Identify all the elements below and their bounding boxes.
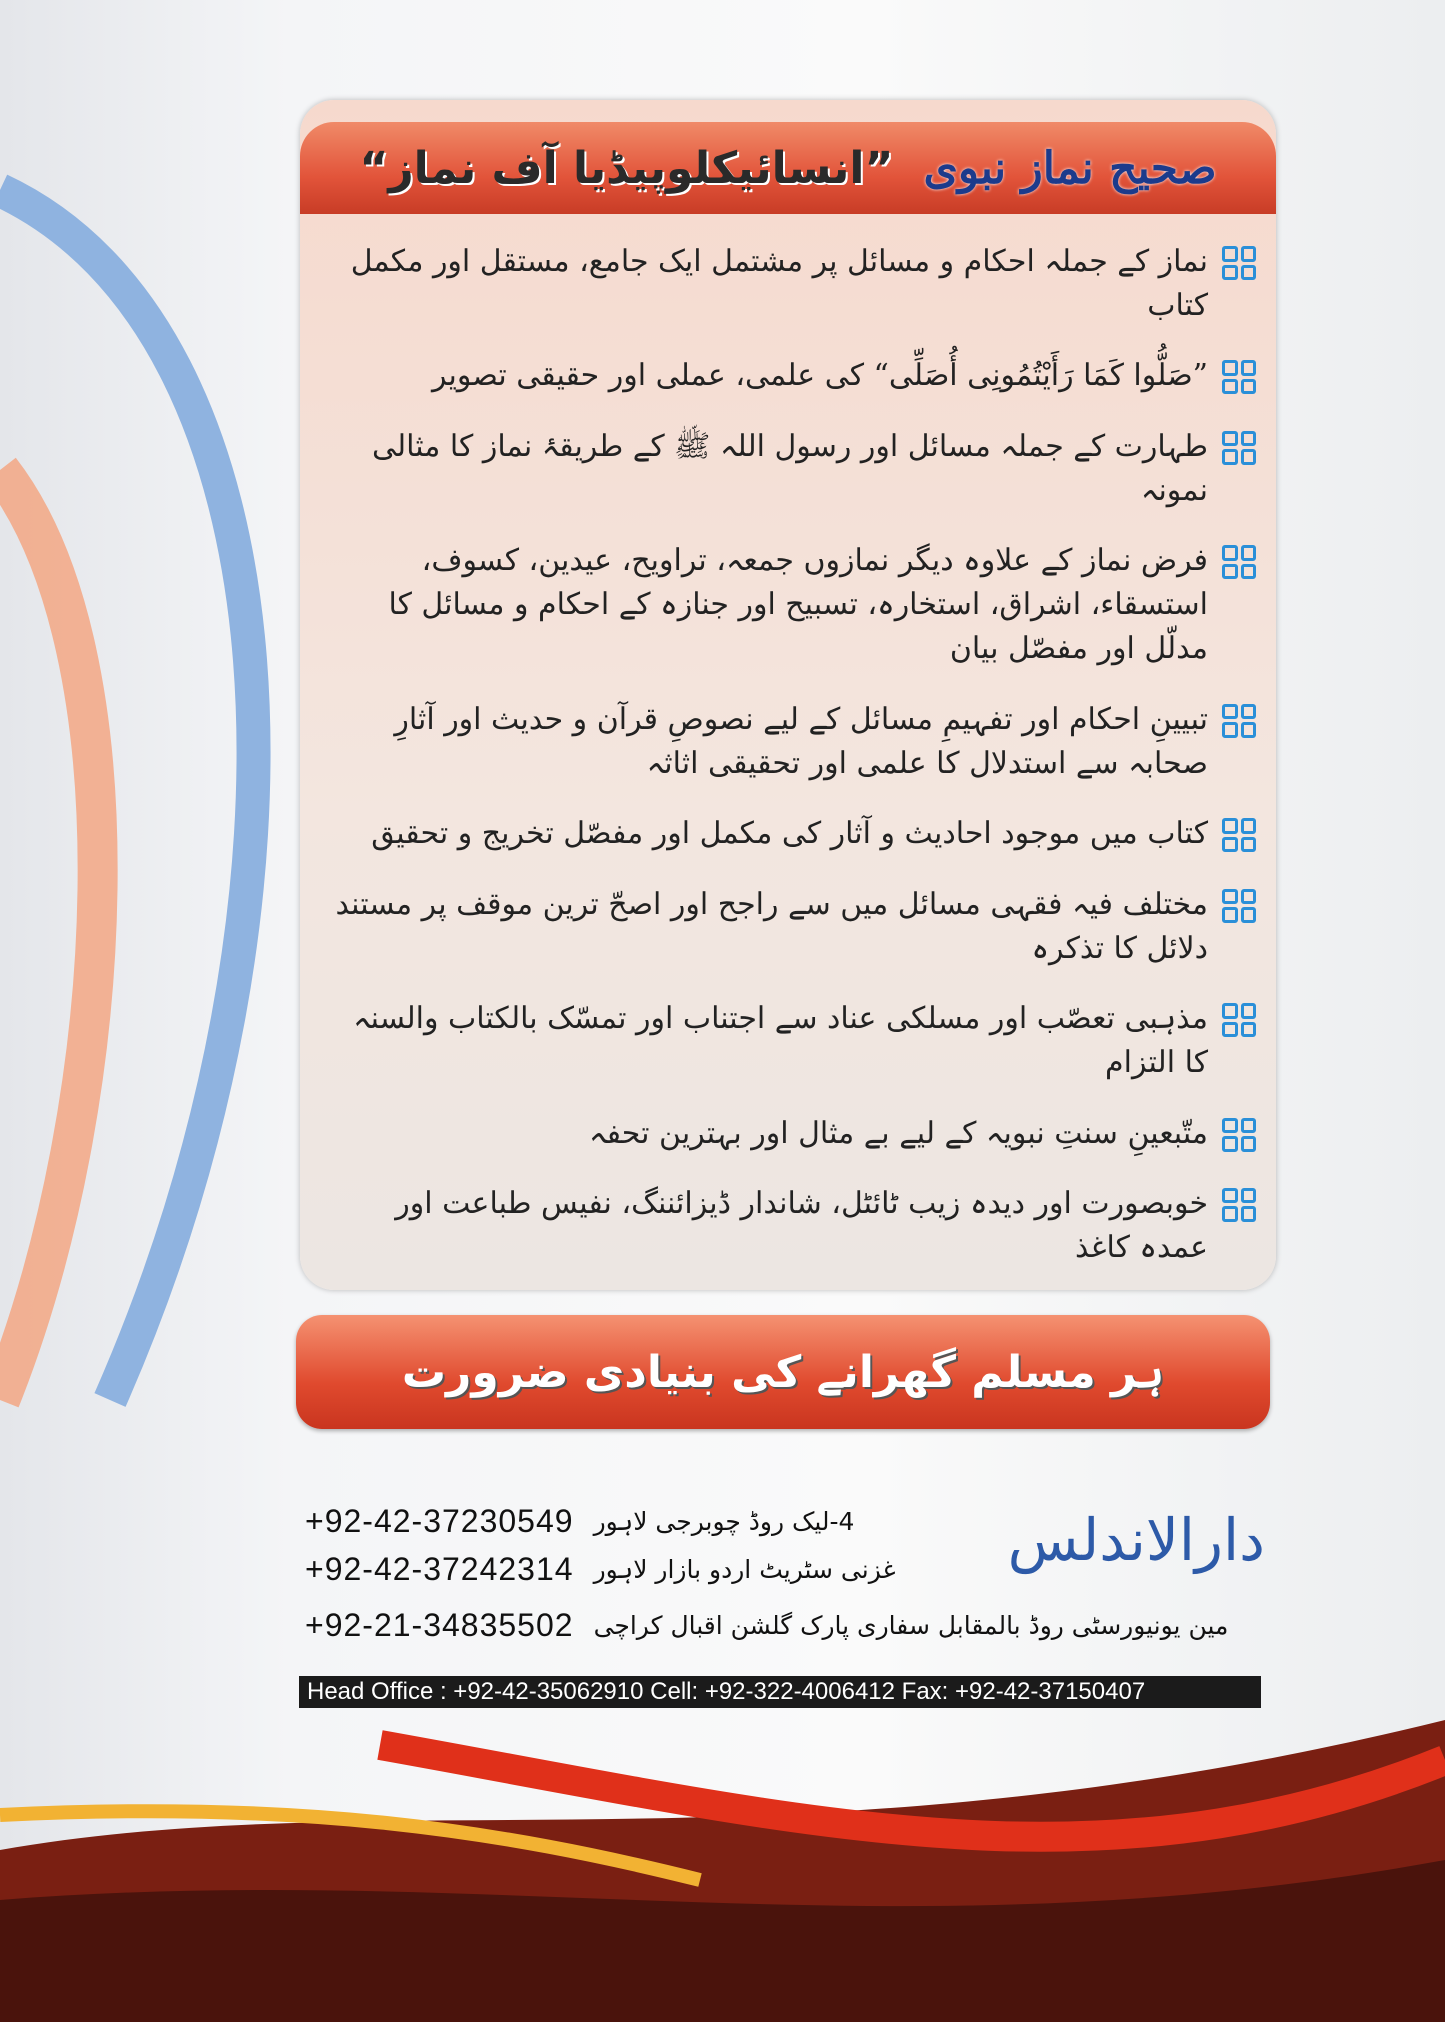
list-item — [322, 883, 1256, 971]
list-item — [322, 425, 1256, 513]
book-title: صحیح نماز نبوی — [923, 142, 1217, 194]
item-text: نماز کے جملہ احکام و مسائل پر مشتمل ایک جامع، مستقل اور مکمل کتاب — [350, 244, 1208, 323]
feature-list — [322, 240, 1256, 1270]
contact-row — [305, 1607, 1228, 1644]
item-text: فرض نماز کے علاوہ دیگر نمازوں جمعہ، تراویح، عیدین، کسوف، استسقاء، اشراق، استخارہ، تسبیح اور جنازہ کے احکام و مسائل کا مدلّل اور مفصّل بیان — [388, 543, 1208, 667]
publisher-contacts — [305, 1495, 1265, 1665]
features-panel — [300, 100, 1276, 1290]
panel-header — [300, 122, 1276, 214]
item-text: متّبعینِ سنتِ نبویہ کے لیے بے مثال اور بہترین تحفہ — [589, 1115, 1208, 1151]
item-text: مختلف فیہ فقہی مسائل میں سے راجح اور اصحّ ترین موقف پر مستند دلائل کا تذکرہ — [335, 886, 1208, 966]
bullet-icon — [1222, 818, 1256, 852]
item-text: مذہبی تعصّب اور مسلکی عناد سے اجتناب اور تمسّک بالکتاب والسنہ کا التزام — [353, 1001, 1208, 1081]
bullet-icon — [1222, 360, 1256, 394]
bullet-icon — [1222, 545, 1256, 579]
list-item — [322, 1182, 1256, 1270]
item-text: طہارت کے جملہ مسائل اور رسول اللہ ﷺ کے طریقۂ نماز کا مثالی نمونہ — [371, 428, 1208, 508]
slogan-banner — [296, 1315, 1270, 1429]
bullet-icon — [1222, 246, 1256, 280]
item-text: خوبصورت اور دیدہ زیب ٹائٹل، شاندار ڈیزائننگ، نفیس طباعت اور عمدہ کاغذ — [395, 1185, 1208, 1265]
phone: +92-42-37242314 — [305, 1551, 574, 1587]
bullet-icon — [1222, 431, 1256, 465]
list-item — [322, 1112, 1256, 1156]
address: 4-لیک روڈ چوبرجی لاہور — [593, 1507, 855, 1536]
orange-arc — [0, 470, 98, 1400]
list-item — [322, 698, 1256, 786]
contact-row — [305, 1503, 854, 1540]
contact-row — [305, 1551, 896, 1588]
bullet-icon — [1222, 889, 1256, 923]
publisher-logo: دارالاندلس — [1007, 1506, 1265, 1574]
bullet-icon — [1222, 1188, 1256, 1222]
list-item — [322, 354, 1256, 398]
book-subtitle: ”انسائیکلوپیڈیا آف نماز“ — [359, 142, 894, 194]
bullet-icon — [1222, 704, 1256, 738]
slogan-text: ہر مسلم گھرانے کی بنیادی ضرورت — [401, 1346, 1165, 1398]
list-item — [322, 539, 1256, 671]
phone: +92-21-34835502 — [305, 1607, 574, 1643]
address: مین یونیورسٹی روڈ بالمقابل سفاری پارک گلشن اقبال کراچی — [593, 1611, 1229, 1640]
bullet-icon — [1222, 1003, 1256, 1037]
item-text: کتاب میں موجود احادیث و آثار کی مکمل اور مفصّل تخریج و تحقیق — [371, 816, 1208, 852]
list-item — [322, 997, 1256, 1085]
item-text: تبیینِ احکام اور تفہیمِ مسائل کے لیے نصوصِ قرآن و حدیث اور آثارِ صحابہ سے استدلال کا علمی اور تحقیقی اثاثہ — [394, 701, 1208, 781]
bullet-icon — [1222, 1118, 1256, 1152]
list-item — [322, 812, 1256, 856]
address: غزنی سٹریٹ اردو بازار لاہور — [593, 1555, 896, 1584]
phone: +92-42-37230549 — [305, 1503, 574, 1539]
list-item — [322, 240, 1256, 328]
item-text: ”صَلُّوا کَمَا رَأَیْتُمُونِی أُصَلِّی“ کی علمی، عملی اور حقیقی تصویر — [431, 358, 1208, 394]
head-office-bar: Head Office : +92-42-35062910 Cell: +92-322-4006412 Fax: +92-42-37150407 — [299, 1676, 1261, 1708]
